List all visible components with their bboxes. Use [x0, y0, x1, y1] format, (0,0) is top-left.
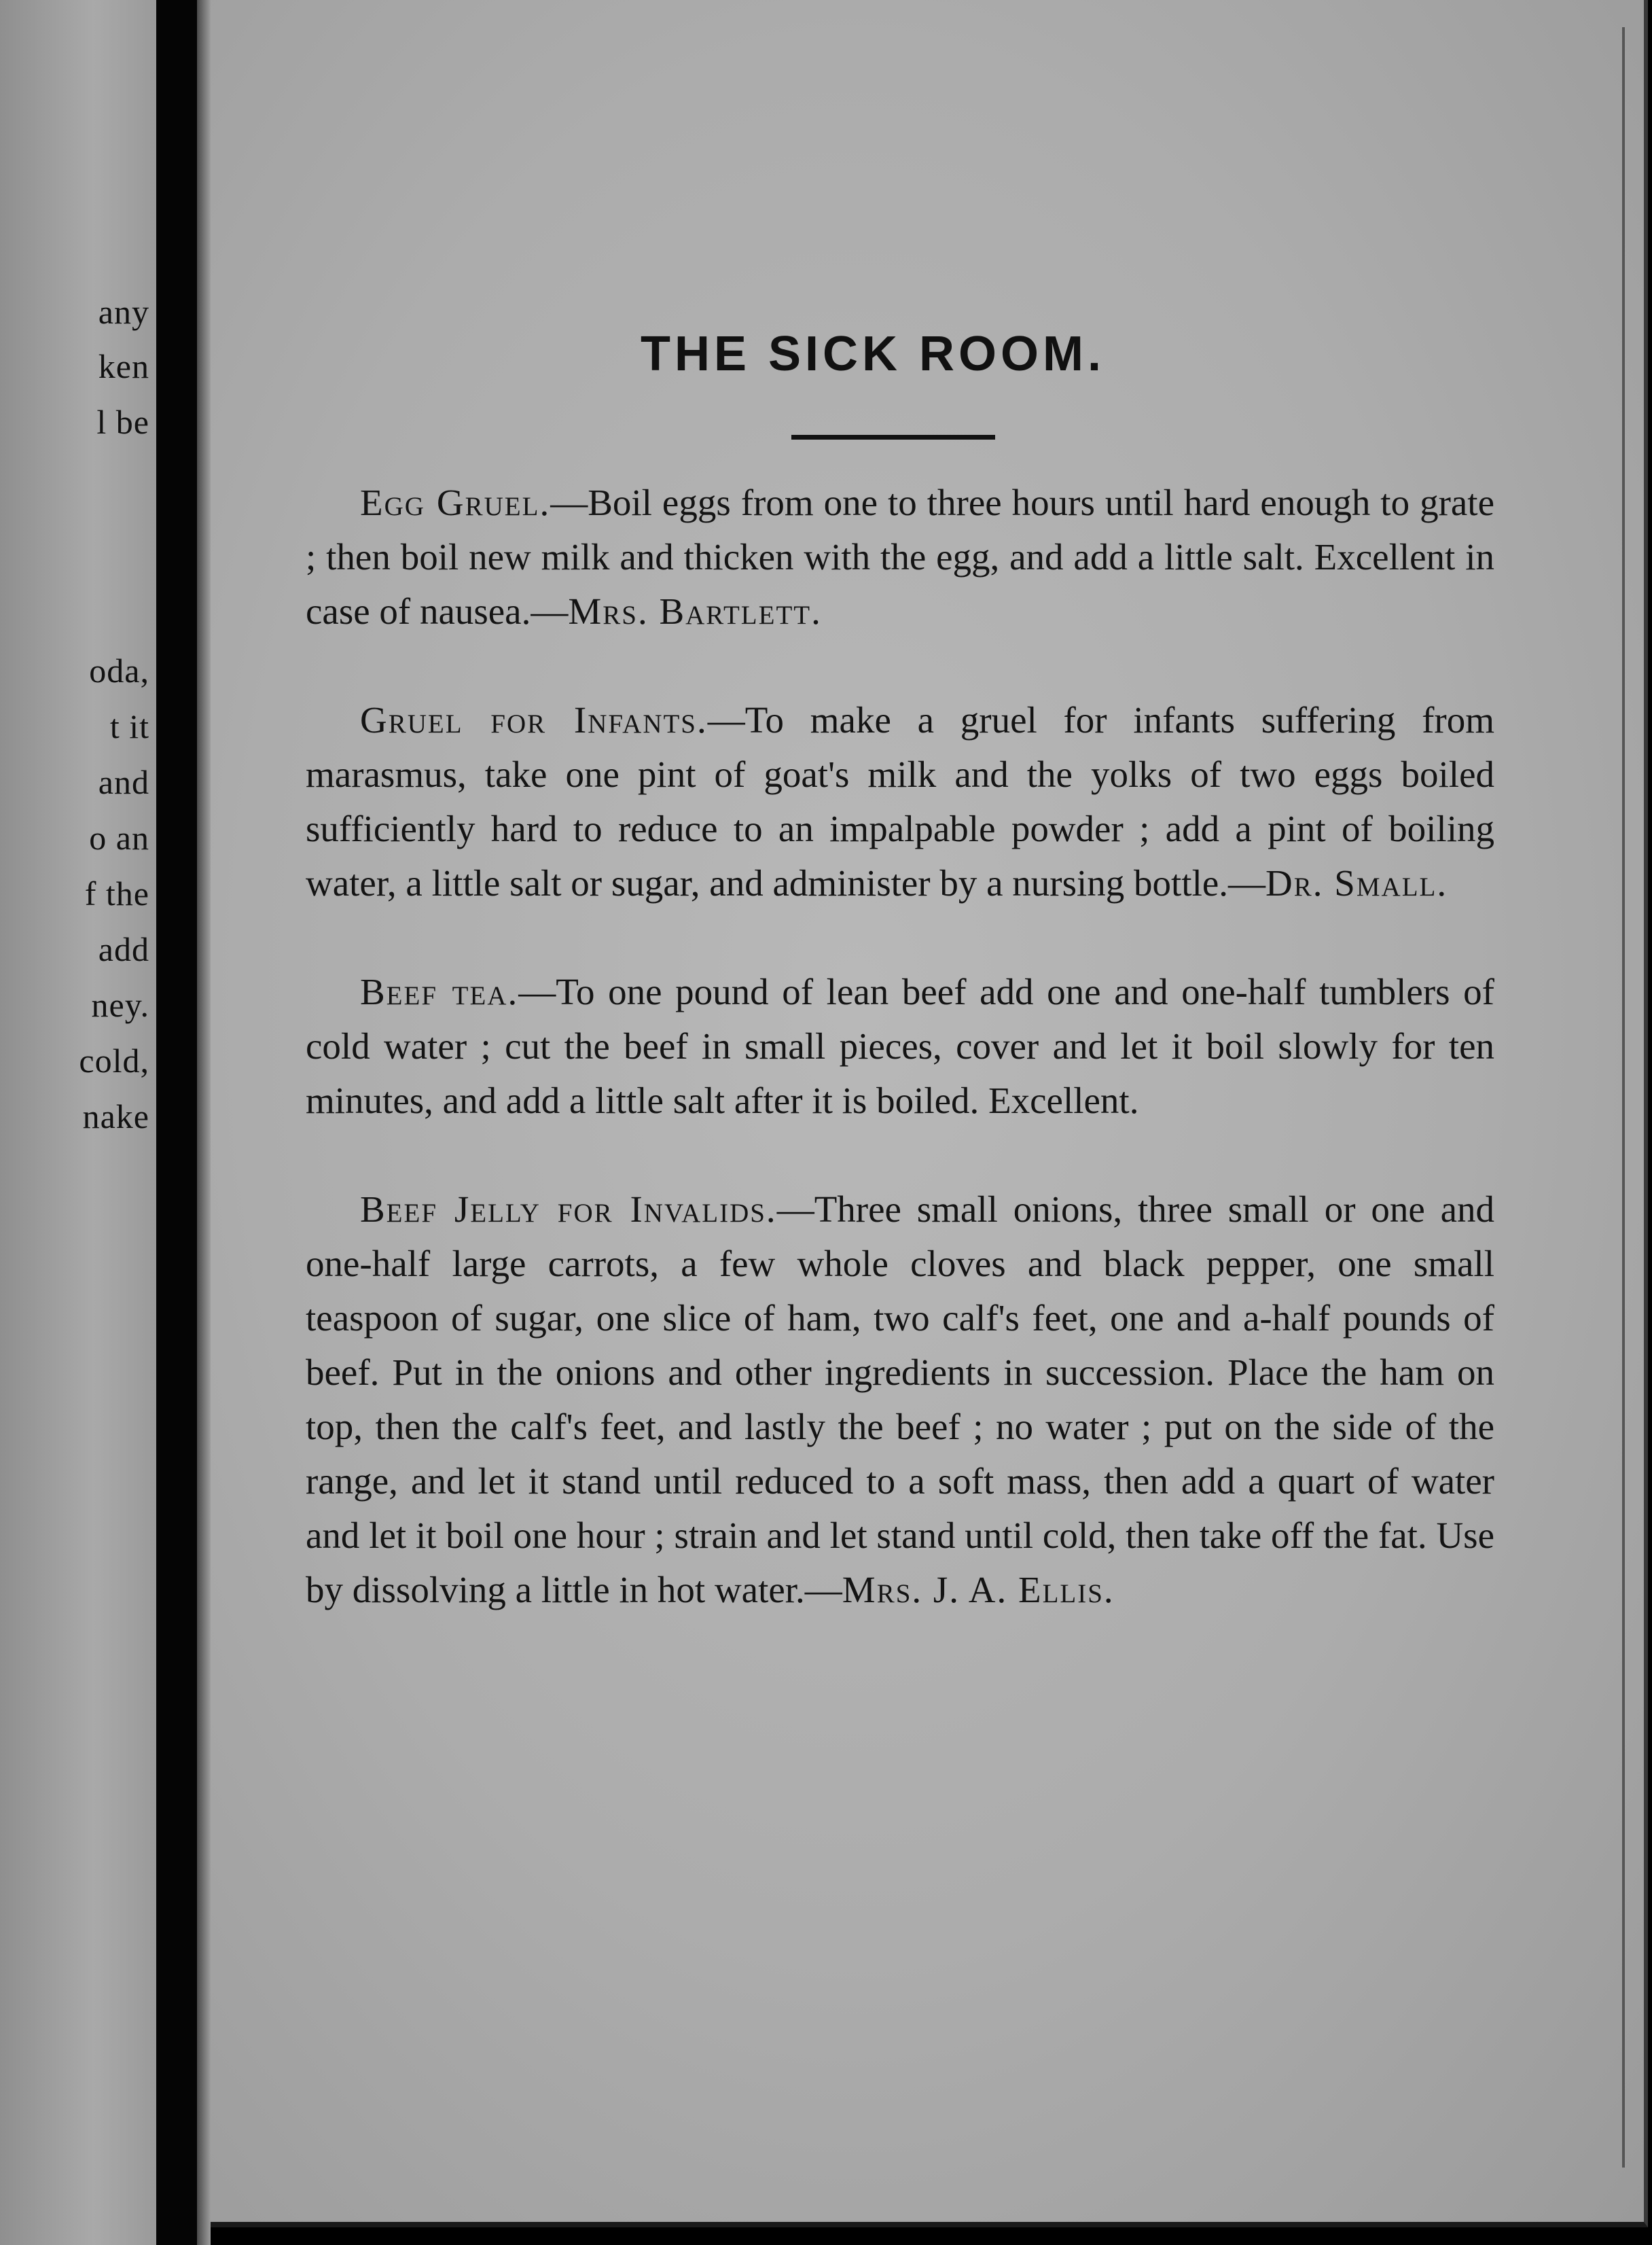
- left-page-fragment: ken: [98, 347, 149, 385]
- left-page-fragment: l be: [96, 403, 149, 441]
- recipe-gruel-for-infants: [306, 693, 1494, 911]
- recipe-heading: Beef tea.: [360, 971, 519, 1012]
- page-title: THE SICK ROOM.: [640, 327, 1105, 381]
- left-page-fragment: and: [98, 763, 149, 801]
- title-divider: [791, 435, 995, 440]
- recipe-author: Mrs. Bartlett.: [568, 590, 822, 632]
- book-gutter: [156, 0, 197, 2245]
- recipe-beef-tea: [306, 965, 1494, 1128]
- left-page-fragment: o an: [89, 819, 149, 857]
- recipe-author: Dr. Small.: [1265, 862, 1448, 904]
- recipe-body: —Three small onions, three small or one and one-half large carrots, a few whole cloves and black pepper, one small teaspoon of sugar, one slice of ham, two calf's feet, one and a-half pounds of beef. Put in the onions and other ingredients in succession. Place the ham on top, then the calf's feet, and lastly the beef ; no water ; put on the side of the range, and let it stand until reduced to a soft mass, then add a quart of water and let it boil one hour ; strain and let stand until cold, then take off the fat. Use by dissolving a little in hot water.—: [306, 1188, 1494, 1610]
- left-page-fragment: any: [98, 293, 149, 331]
- recipe-egg-gruel: [306, 476, 1494, 639]
- left-page-fragment: ney.: [91, 986, 149, 1024]
- page-edge-shadow: [197, 0, 211, 2245]
- book-page: [211, 0, 1648, 2227]
- left-page-fragment: add: [98, 930, 149, 968]
- recipe-heading: Gruel for Infants.: [360, 699, 708, 741]
- recipe-heading: Egg Gruel.: [360, 482, 551, 523]
- recipe-body: —Boil eggs from one to three hours until hard enough to grate ; then boil new milk and thicken with the egg, and add a little salt. Excellent in case of nausea.—: [306, 482, 1494, 632]
- recipe-list: [306, 476, 1494, 1672]
- left-page-fragment: nake: [82, 1097, 149, 1135]
- recipe-beef-jelly: [306, 1182, 1494, 1617]
- left-page-fragment: oda,: [89, 652, 149, 690]
- left-page-fragment: f the: [84, 874, 149, 913]
- recipe-heading: Beef Jelly for Invalids.: [360, 1188, 777, 1230]
- recipe-body: —To make a gruel for infants suffering from marasmus, take one pint of goat's milk and the yolks of two eggs boiled sufficiently hard to reduce to an impalpable powder ; add a pint of boiling water, a little salt or sugar, and administer by a nursing bottle.—: [306, 699, 1494, 904]
- left-page-fragment: t it: [109, 707, 149, 745]
- recipe-author: Mrs. J. A. Ellis.: [842, 1569, 1115, 1610]
- left-page-fragment: cold,: [79, 1042, 149, 1080]
- page-border-line: [1622, 27, 1625, 2168]
- recipe-body: —To one pound of lean beef add one and one-half tumblers of cold water ; cut the beef in small pieces, cover and let it boil slowly for ten minutes, and add a little salt after it is boiled. Excellent.: [306, 971, 1494, 1121]
- left-facing-page: [0, 0, 156, 2245]
